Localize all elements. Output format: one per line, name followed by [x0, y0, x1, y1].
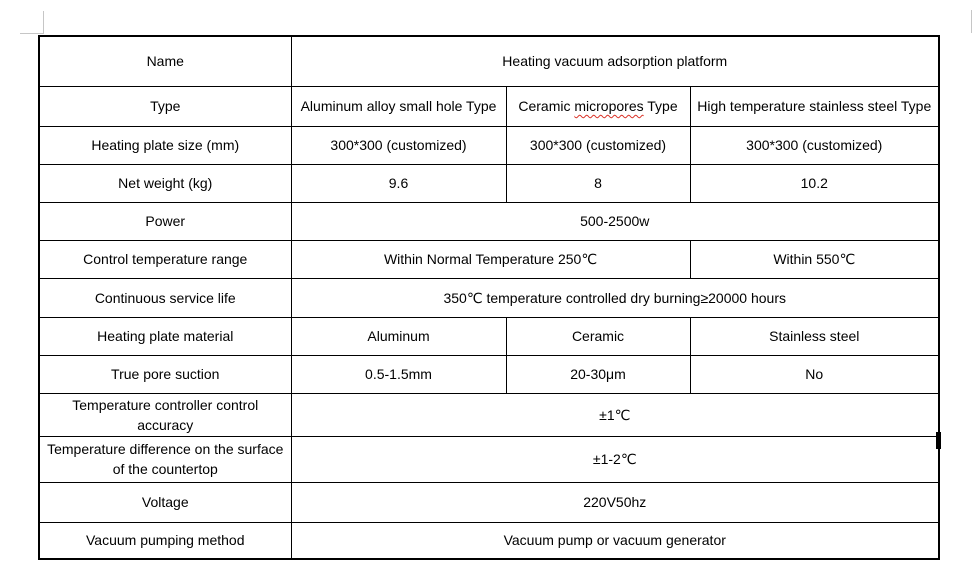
cell-r13-c1[interactable]: Vacuum pumping method — [39, 522, 291, 559]
cell-r1-c2[interactable]: Heating vacuum adsorption platform — [291, 36, 939, 86]
table-row — [39, 436, 939, 482]
margin-mark-top-left-horizontal — [20, 33, 44, 34]
table-row — [39, 482, 939, 522]
table-border-artifact — [936, 432, 941, 449]
table-row — [39, 126, 939, 164]
misspelled-word: micropores — [574, 98, 644, 114]
table-row — [39, 393, 939, 436]
cell-r9-c1[interactable]: True pore suction — [39, 355, 291, 393]
cell-r11-c1[interactable]: Temperature difference on the surface of the countertop — [39, 436, 291, 482]
table-row — [39, 36, 939, 86]
cell-r9-c4[interactable]: No — [690, 355, 939, 393]
cell-r10-c1[interactable]: Temperature controller control accuracy — [39, 393, 291, 436]
table-row — [39, 240, 939, 278]
cell-r8-c4[interactable]: Stainless steel — [690, 317, 939, 355]
cell-r7-c1[interactable]: Continuous service life — [39, 278, 291, 317]
cell-r2-c2[interactable]: Aluminum alloy small hole Type — [291, 86, 506, 126]
cell-r4-c4[interactable]: 10.2 — [690, 164, 939, 202]
spec-table-body — [39, 36, 939, 559]
cell-r6-c2[interactable]: Within Normal Temperature 250℃ — [291, 240, 690, 278]
table-row — [39, 86, 939, 126]
cell-r9-c2[interactable]: 0.5-1.5mm — [291, 355, 506, 393]
cell-r2-c1[interactable]: Type — [39, 86, 291, 126]
cell-r12-c2[interactable]: 220V50hz — [291, 482, 939, 522]
cell-r6-c1[interactable]: Control temperature range — [39, 240, 291, 278]
spec-table — [38, 35, 940, 560]
cell-r4-c2[interactable]: 9.6 — [291, 164, 506, 202]
table-row — [39, 355, 939, 393]
margin-mark-top-left-vertical — [43, 11, 44, 34]
cell-r3-c1[interactable]: Heating plate size (mm) — [39, 126, 291, 164]
cell-r3-c3[interactable]: 300*300 (customized) — [506, 126, 690, 164]
cell-r6-c3[interactable]: Within 550℃ — [690, 240, 939, 278]
cell-r4-c3[interactable]: 8 — [506, 164, 690, 202]
cell-r5-c1[interactable]: Power — [39, 202, 291, 240]
cell-r2-c4[interactable]: High temperature stainless steel Type — [690, 86, 939, 126]
cell-r8-c2[interactable]: Aluminum — [291, 317, 506, 355]
cell-r7-c2[interactable]: 350℃ temperature controlled dry burning≥20000 hours — [291, 278, 939, 317]
table-row — [39, 522, 939, 559]
margin-mark-top-right-vertical — [971, 10, 972, 33]
cell-r3-c4[interactable]: 300*300 (customized) — [690, 126, 939, 164]
cell-r13-c2[interactable]: Vacuum pump or vacuum generator — [291, 522, 939, 559]
cell-r8-c3[interactable]: Ceramic — [506, 317, 690, 355]
table-row — [39, 317, 939, 355]
cell-text: Ceramic — [518, 98, 575, 114]
cell-r1-c1[interactable]: Name — [39, 36, 291, 86]
cell-r4-c1[interactable]: Net weight (kg) — [39, 164, 291, 202]
cell-r3-c2[interactable]: 300*300 (customized) — [291, 126, 506, 164]
table-row — [39, 164, 939, 202]
cell-r10-c2[interactable]: ±1℃ — [291, 393, 939, 436]
table-row — [39, 278, 939, 317]
cell-r5-c2[interactable]: 500-2500w — [291, 202, 939, 240]
cell-text: Type — [643, 98, 678, 114]
cell-r2-c3[interactable] — [506, 86, 690, 126]
cell-r12-c1[interactable]: Voltage — [39, 482, 291, 522]
table-row — [39, 202, 939, 240]
cell-r8-c1[interactable]: Heating plate material — [39, 317, 291, 355]
cell-r9-c3[interactable]: 20-30μm — [506, 355, 690, 393]
cell-r11-c2[interactable]: ±1-2℃ — [291, 436, 939, 482]
